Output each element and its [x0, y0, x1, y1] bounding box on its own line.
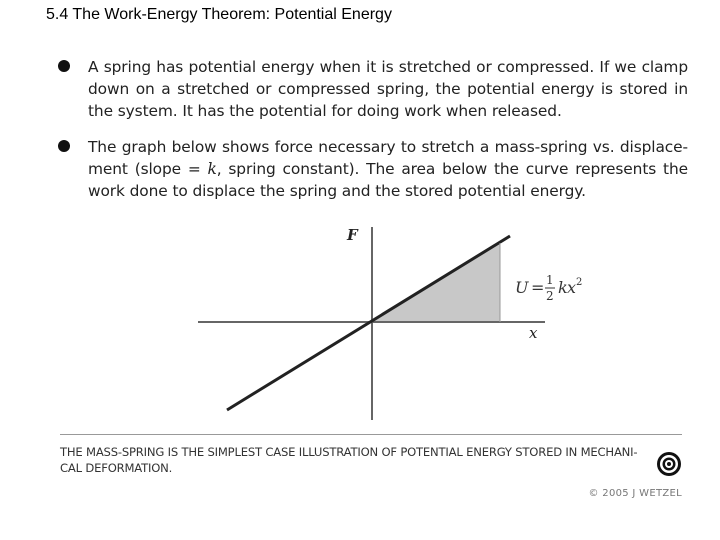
x-axis-label: x — [529, 324, 538, 342]
formula-k: k — [558, 278, 568, 297]
bullet-text-part: , spring constant). The area below the curve represents the work done to displace the spring and the stored potential energy. — [88, 160, 688, 200]
formula-x: x — [567, 278, 577, 297]
formula-denominator: 2 — [546, 289, 554, 303]
bullet-text-part: The graph below shows force necessary to stretch a mass-spring vs. displace- ment (slope = — [88, 138, 688, 178]
formula-numerator: 1 — [546, 273, 554, 287]
figure-caption: THE MASS-SPRING IS THE SIMPLEST CASE ILLUSTRATION OF POTENTIAL ENERGY STORED IN MECHANI- CAL DEFORMATION. — [60, 445, 638, 475]
formula-lhs: U — [515, 278, 529, 297]
slope-symbol: k — [207, 160, 217, 178]
target-icon — [656, 451, 682, 477]
y-axis-label: F — [347, 226, 358, 244]
bullet-text: A spring has potential energy when it is stretched or compressed. If we clamp down on a stretched or compressed spring, the potential energy is stored in the system. It has the potential for doing work when released. — [88, 58, 688, 120]
potential-energy-formula — [515, 273, 582, 303]
copyright-notice: © 2005 J WETZEL — [588, 488, 682, 499]
footer-divider — [60, 434, 682, 435]
formula-exponent: 2 — [576, 277, 583, 288]
formula-equals: = — [531, 278, 545, 297]
slide-title: 5.4 The Work-Energy Theorem: Potential Energy — [46, 6, 392, 23]
